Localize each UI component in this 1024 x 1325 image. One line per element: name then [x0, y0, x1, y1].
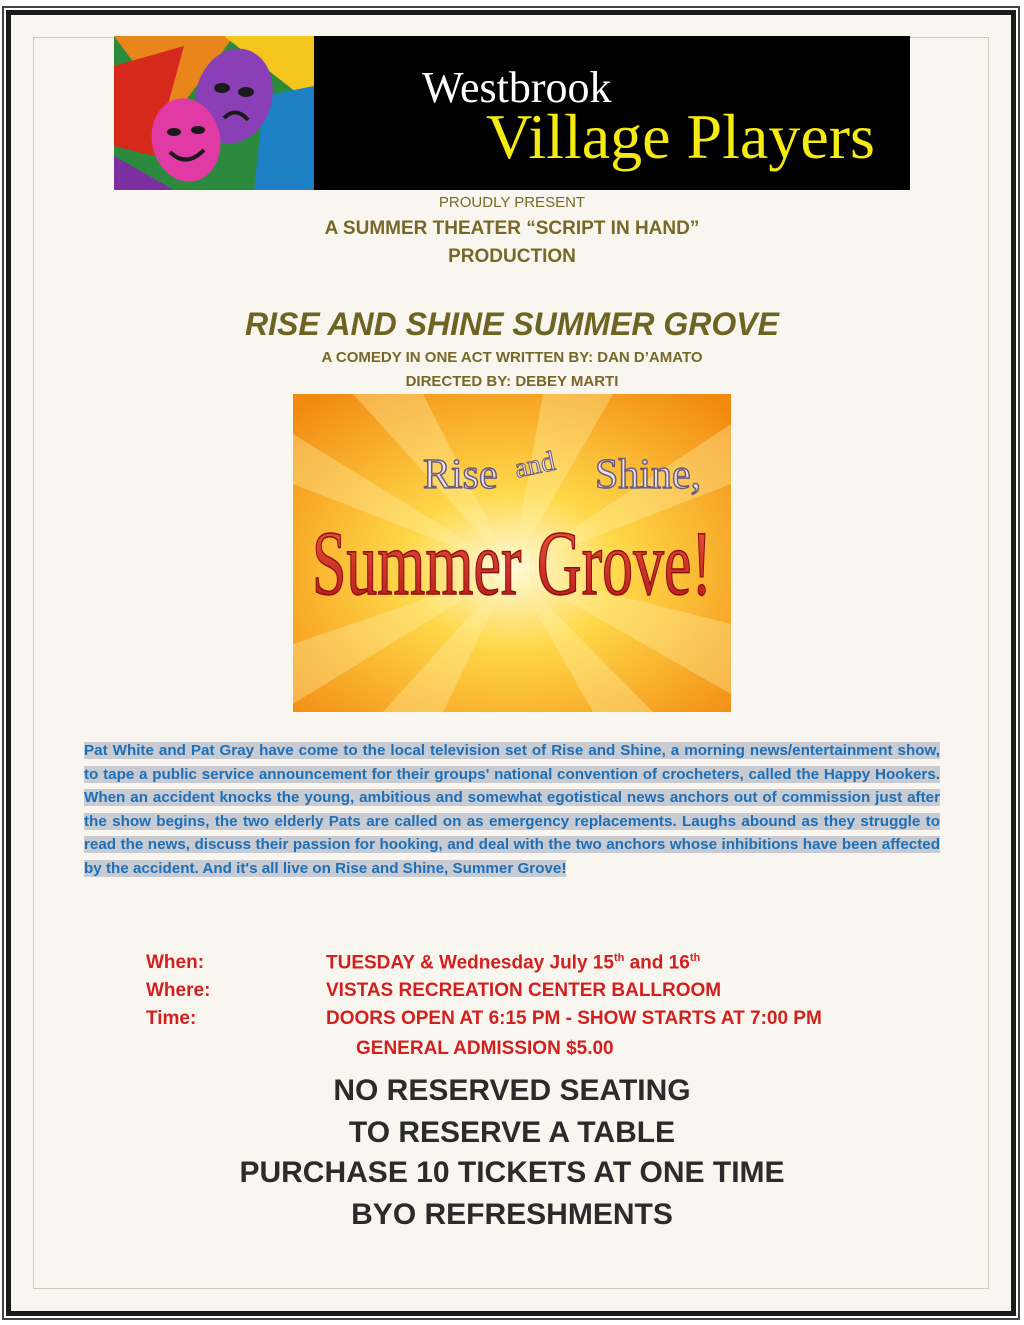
play-title: RISE AND SHINE SUMMER GROVE	[245, 306, 779, 342]
description-text: Pat White and Pat Gray have come to the local television set of Rise and Shine, a morning news/entertainment show, to tape a public service announcement for their groups' national convention of crocheters, called the Happy Hookers. When an accident knocks the young, ambitious and somewhat egotistical news anchors out of commission just after the show begins, the two elderly Pats are called on as emergency replacements. Laughs abound as they struggle to read the news, discuss their passion for hooking, and deal with the two anchors whose inhibitions have been affected by the accident. And it's all live on Rise and Shine, Summer Grove!	[84, 742, 940, 877]
time-value: DOORS OPEN AT 6:15 PM - SHOW STARTS AT 7:00 PM	[326, 1008, 822, 1029]
time-label: Time:	[146, 1008, 197, 1029]
when-date-a: TUESDAY & Wednesday July 15	[326, 952, 614, 974]
note-no-reserved: NO RESERVED SEATING	[333, 1074, 691, 1107]
play-byline: A COMEDY IN ONE ACT WRITTEN BY: DAN D’AMATO	[321, 349, 703, 366]
banner-westbrook: Westbrook	[422, 63, 612, 112]
when-sup-1: th	[613, 952, 625, 964]
poster-and: and	[511, 445, 558, 485]
general-admission: GENERAL ADMISSION $5.00	[356, 1038, 614, 1059]
where-value: VISTAS RECREATION CENTER BALLROOM	[326, 980, 722, 1001]
note-reserve-table: TO RESERVE A TABLE	[348, 1116, 676, 1149]
when-label: When:	[146, 952, 205, 973]
theater-masks-logo	[114, 36, 314, 190]
poster-rise: Rise	[423, 452, 498, 498]
poster-summer-grove: Summer Grove!	[312, 512, 712, 614]
header-banner	[114, 36, 910, 190]
when-sup-2: th	[689, 952, 701, 964]
where-label: Where:	[146, 980, 211, 1001]
subtitle-production: PRODUCTION	[448, 246, 576, 267]
note-byo: BYO REFRESHMENTS	[351, 1198, 673, 1231]
banner-village-players: Village Players	[486, 101, 875, 172]
note-purchase-tickets: PURCHASE 10 TICKETS AT ONE TIME	[239, 1156, 785, 1189]
poster-shine: Shine,	[595, 452, 702, 498]
play-description	[84, 739, 940, 881]
when-value	[326, 952, 700, 974]
subtitle-line: A SUMMER THEATER “SCRIPT IN HAND”	[324, 218, 700, 239]
play-director: DIRECTED BY: DEBEY MARTI	[405, 373, 619, 390]
show-poster	[293, 394, 731, 712]
proudly-present: PROUDLY PRESENT	[438, 194, 586, 211]
when-date-b: and 16	[624, 952, 690, 974]
